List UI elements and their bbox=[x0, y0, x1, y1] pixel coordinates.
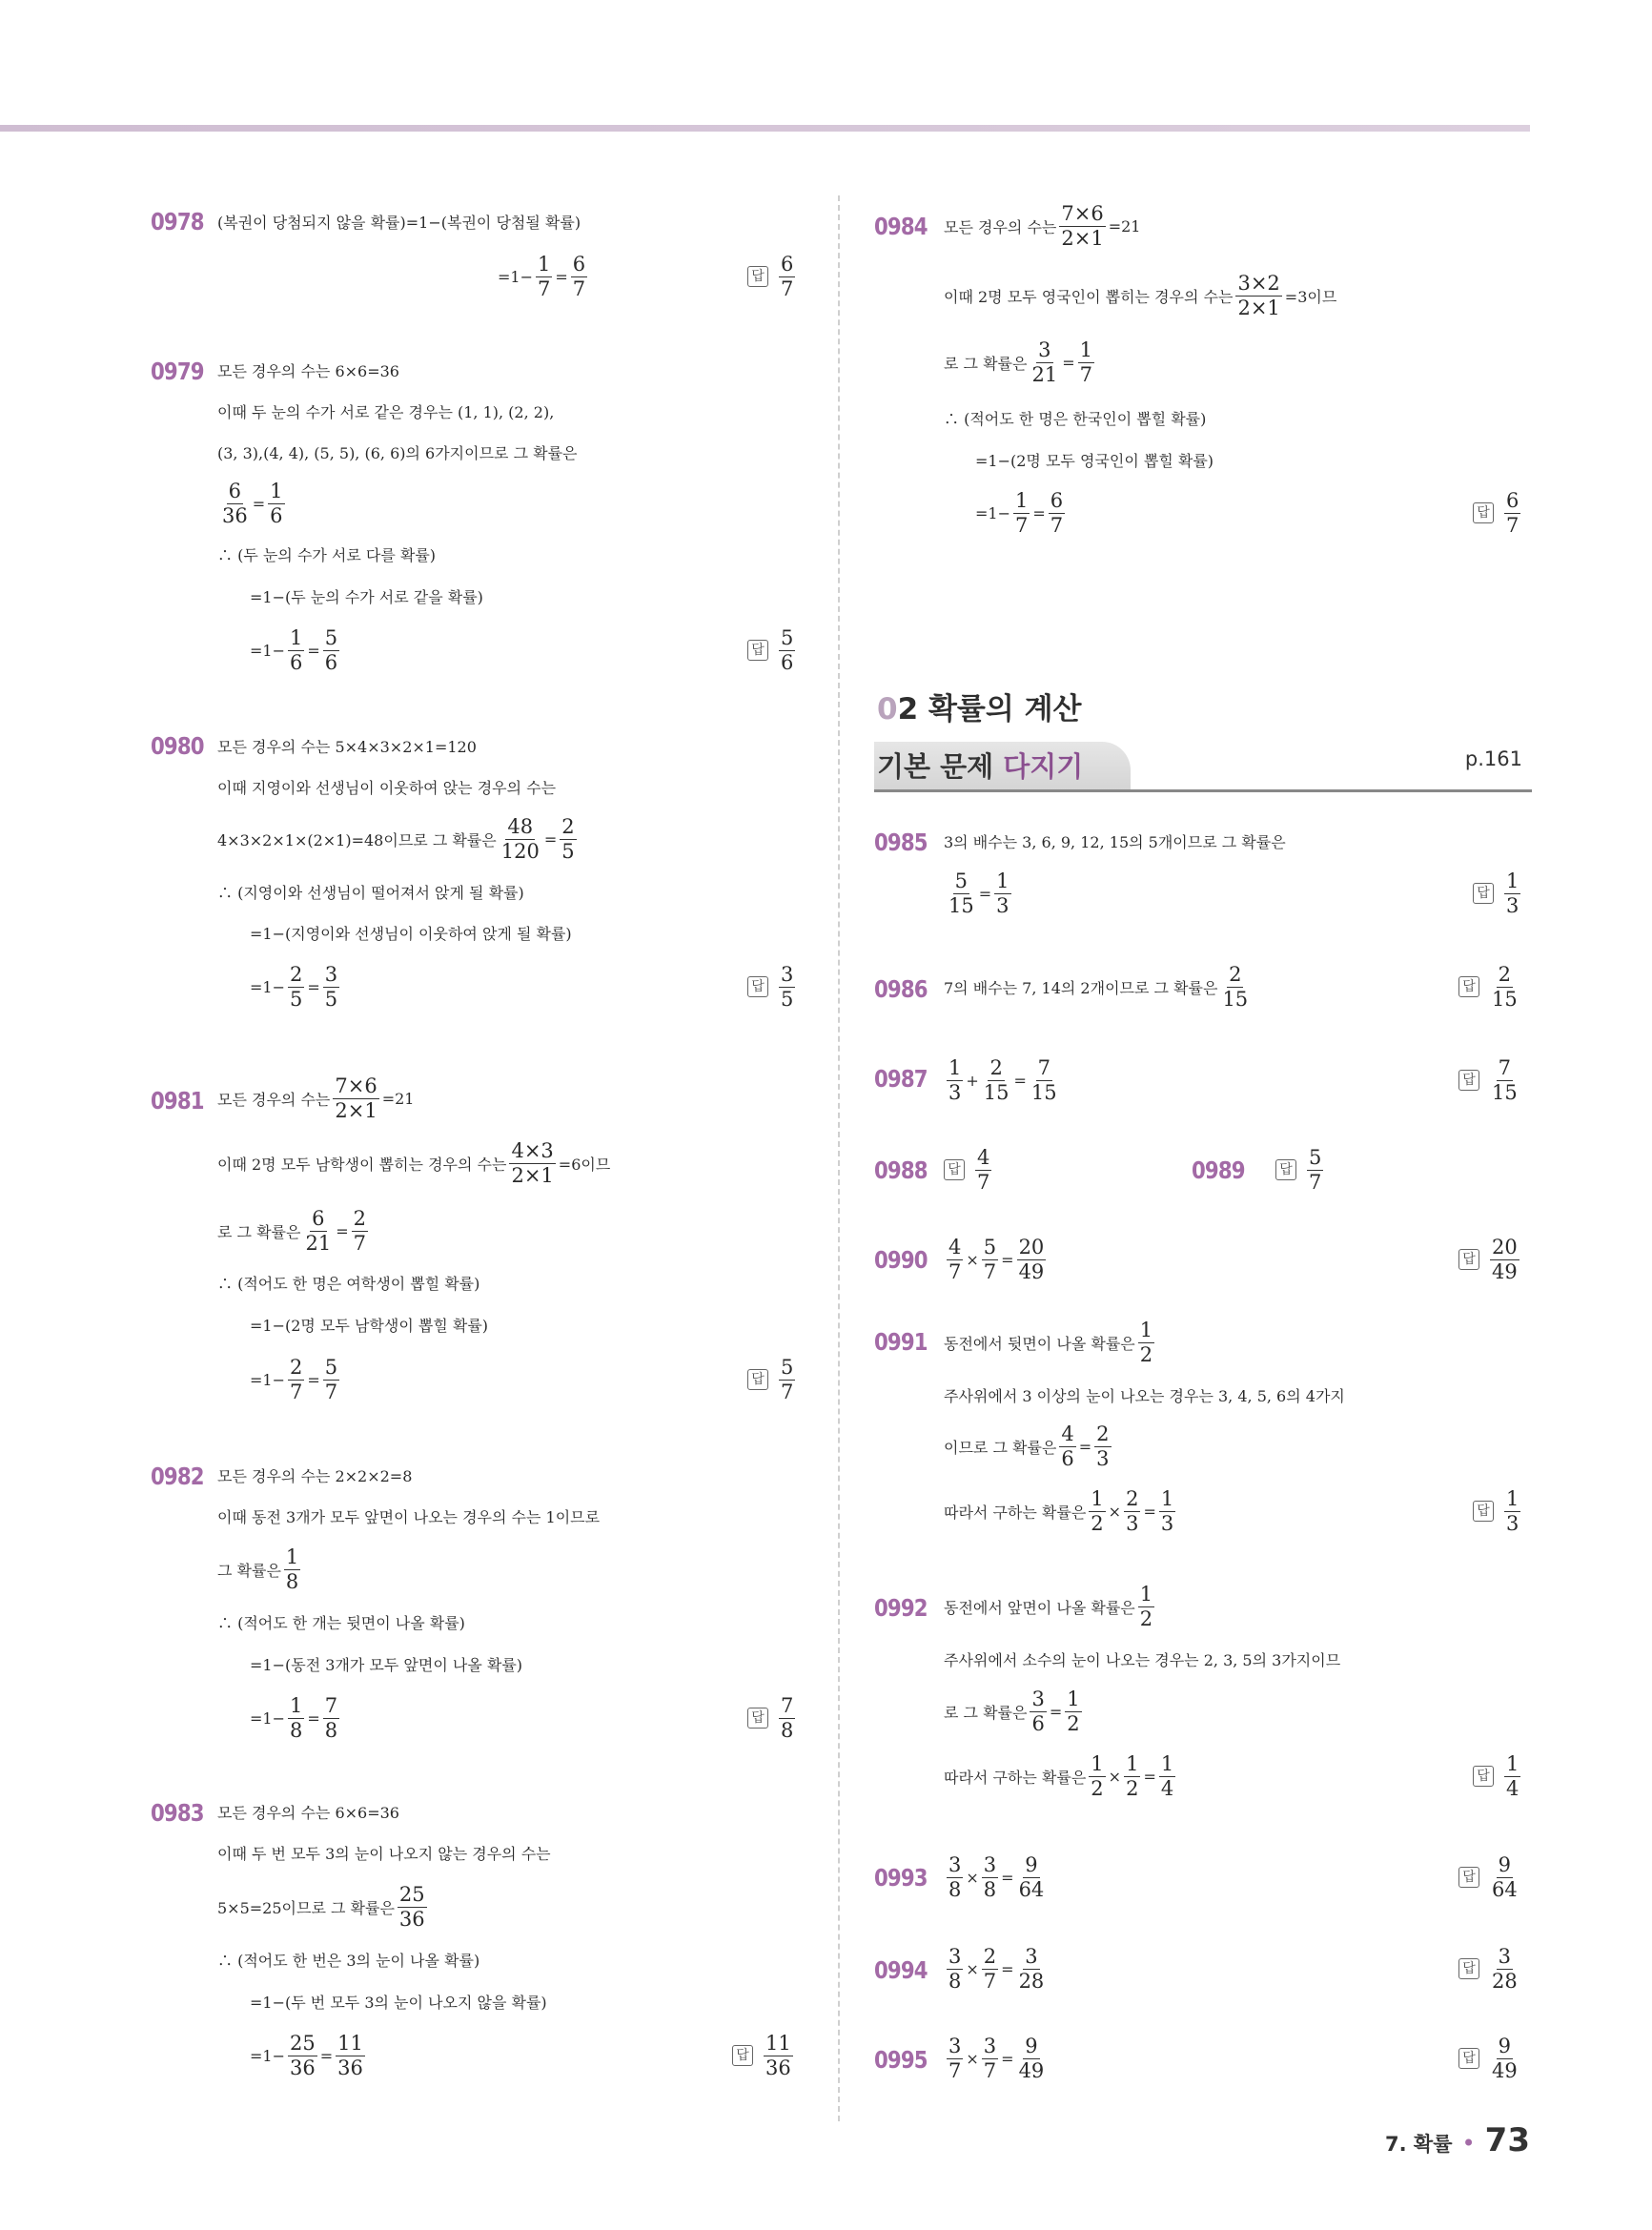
answer-mark-icon: 답 bbox=[1473, 1501, 1494, 1522]
solution-line: $\frac{1}{3}$ + $\frac{2}{15}$ = $\frac{7}{15}$ bbox=[948, 1056, 1057, 1104]
answer: 답 $\frac{5}{7}$ bbox=[1275, 1146, 1326, 1194]
solution-line: ∴ (적어도 한 번은 3의 눈이 나올 확률) bbox=[217, 1951, 480, 1970]
solution-line: 이때 두 눈의 수가 서로 같은 경우는 (1, 1), (2, 2), bbox=[217, 402, 555, 421]
answer-mark-icon: 답 bbox=[1473, 1766, 1494, 1787]
solution-line: 따라서 구하는 확률은 $\frac{1}{2}$ × $\frac{1}{2}$ = $\frac{1}{4}$ bbox=[944, 1752, 1174, 1800]
solution-line: 이때 지영이와 선생님이 이웃하여 앉는 경우의 수는 bbox=[217, 778, 557, 797]
problem-number: 0978 bbox=[151, 208, 204, 235]
answer-mark-icon: 답 bbox=[1275, 1159, 1296, 1180]
answer-mark-icon: 답 bbox=[1473, 883, 1494, 904]
page-footer bbox=[1385, 2121, 1530, 2159]
solution-line: ∴ (적어도 한 개는 뒷면이 나올 확률) bbox=[217, 1613, 465, 1632]
solution-line: 모든 경우의 수는 6×6=36 bbox=[217, 361, 399, 380]
solution-line: =1− $\frac{25}{36}$ = $\frac{11}{36}$ bbox=[250, 2032, 363, 2079]
answer-mark-icon: 답 bbox=[732, 2045, 753, 2066]
page-number: 73 bbox=[1484, 2121, 1530, 2159]
problem-number: 0995 bbox=[874, 2046, 928, 2074]
solution-line: 따라서 구하는 확률은 $\frac{1}{2}$ × $\frac{2}{3}$ = $\frac{1}{3}$ bbox=[944, 1487, 1174, 1535]
problem-number: 0984 bbox=[874, 213, 928, 240]
solution-line: $\frac{5}{15}$ = $\frac{1}{3}$ bbox=[948, 869, 1010, 917]
answer-mark-icon: 답 bbox=[747, 1708, 768, 1729]
fraction: $\frac{6}{7}$ bbox=[572, 253, 586, 300]
answer-mark-icon: 답 bbox=[747, 266, 768, 287]
solution-line: 이때 동전 3개가 모두 앞면이 나오는 경우의 수는 1이므로 bbox=[217, 1507, 601, 1526]
solution-line: $\frac{6}{36}$ = $\frac{1}{6}$ bbox=[222, 480, 283, 527]
problem-number: 0979 bbox=[151, 358, 204, 385]
answer-mark-icon: 답 bbox=[747, 1369, 768, 1390]
answer: 답 $\frac{6}{7}$ bbox=[1473, 489, 1523, 537]
solution-line: 모든 경우의 수는 6×6=36 bbox=[217, 1803, 399, 1822]
problem-number: 0986 bbox=[874, 975, 928, 1003]
solution-line: $\frac{3}{7}$ × $\frac{3}{7}$ = $\frac{9}{49}$ bbox=[948, 2035, 1045, 2082]
answer-mark-icon: 답 bbox=[944, 1159, 965, 1180]
solution-line: $\frac{3}{8}$ × $\frac{3}{8}$ = $\frac{9}{64}$ bbox=[948, 1853, 1045, 1901]
solution-line: =1−(동전 3개가 모두 앞면이 나올 확률) bbox=[250, 1655, 523, 1674]
problem-number: 0980 bbox=[151, 732, 204, 760]
answer: 답 $\frac{2}{15}$ bbox=[1458, 963, 1522, 1011]
solution-line: =1−(2명 모두 영국인이 뽑힐 확률) bbox=[975, 451, 1214, 470]
solution-line: 모든 경우의 수는 5×4×3×2×1=120 bbox=[217, 737, 477, 756]
solution-line: =1− $\frac{1}{6}$ = $\frac{5}{6}$ bbox=[250, 626, 338, 674]
fraction: $\frac{6}{36}$ bbox=[222, 480, 248, 527]
answer-mark-icon: 답 bbox=[1458, 2048, 1479, 2069]
solution-line: ∴ (적어도 한 명은 한국인이 뽑힐 확률) bbox=[944, 409, 1207, 428]
problem-number: 0993 bbox=[874, 1864, 928, 1892]
problem-number: 0982 bbox=[151, 1463, 204, 1490]
problem-number: 0985 bbox=[874, 829, 928, 856]
problem-number: 0992 bbox=[874, 1594, 928, 1622]
problem-number: 0987 bbox=[874, 1065, 928, 1093]
solution-line: =1− $\frac{1}{8}$ = $\frac{7}{8}$ bbox=[250, 1694, 338, 1742]
solution-line: 동전에서 앞면이 나올 확률은 $\frac{1}{2}$ bbox=[944, 1583, 1153, 1630]
answer: 답 $\frac{1}{3}$ bbox=[1473, 869, 1523, 917]
solution-line: 이때 두 번 모두 3의 눈이 나오지 않는 경우의 수는 bbox=[217, 1844, 551, 1863]
answer: 답 $\frac{7}{15}$ bbox=[1458, 1056, 1522, 1104]
solution-line: 모든 경우의 수는 $\frac{7\times 6}{2\times 1}$ =21 bbox=[944, 202, 1141, 250]
answer-mark-icon: 답 bbox=[1458, 1070, 1479, 1091]
answer: 답 $\frac{5}{6}$ bbox=[747, 626, 798, 674]
solution-line: 3의 배수는 3, 6, 9, 12, 15의 5개이므로 그 확률은 bbox=[944, 832, 1286, 851]
problem-number: 0994 bbox=[874, 1956, 928, 1984]
answer-mark-icon: 답 bbox=[747, 640, 768, 661]
solution-line: 모든 경우의 수는 2×2×2=8 bbox=[217, 1466, 413, 1485]
bullet-icon: • bbox=[1461, 2130, 1476, 2157]
solution-line: 그 확률은 $\frac{1}{8}$ bbox=[217, 1545, 299, 1593]
solution-line: ∴ (두 눈의 수가 서로 다를 확률) bbox=[217, 545, 437, 564]
solution-line: ∴ (지영이와 선생님이 떨어져서 앉게 될 확률) bbox=[217, 883, 524, 902]
subsection-tab bbox=[874, 742, 1532, 801]
answer-mark-icon: 답 bbox=[747, 976, 768, 997]
solution-line: =1− $\frac{1}{7}$ = $\frac{6}{7}$ bbox=[498, 253, 586, 300]
solution-line: 동전에서 뒷면이 나올 확률은 $\frac{1}{2}$ bbox=[944, 1319, 1153, 1366]
solution-line: 이때 2명 모두 영국인이 뽑히는 경우의 수는 $\frac{3\times 2}{2\times 1}$ =3이므 bbox=[944, 272, 1337, 319]
fraction: $\frac{1}{6}$ bbox=[270, 480, 283, 527]
answer: 답 $\frac{9}{49}$ bbox=[1458, 2035, 1522, 2082]
answer: 답 $\frac{3}{28}$ bbox=[1458, 1945, 1522, 1993]
solution-line: (복권이 당첨되지 않을 확률)=1−(복권이 당첨될 확률) bbox=[217, 213, 581, 232]
answer: 답 $\frac{4}{7}$ bbox=[944, 1146, 994, 1194]
solution-line: 주사위에서 3 이상의 눈이 나오는 경우는 3, 4, 5, 6의 4가지 bbox=[944, 1386, 1345, 1405]
answer-mark-icon: 답 bbox=[1458, 1958, 1479, 1979]
solution-line: 7의 배수는 7, 14의 2개이므로 그 확률은 $\frac{2}{15}$ bbox=[944, 963, 1249, 1011]
answer-mark-icon: 답 bbox=[1473, 502, 1494, 523]
answer-mark-icon: 답 bbox=[1458, 976, 1479, 997]
problem-number: 0983 bbox=[151, 1799, 204, 1827]
solution-line: =1− $\frac{1}{7}$ = $\frac{6}{7}$ bbox=[975, 489, 1064, 537]
answer: 답 $\frac{20}{49}$ bbox=[1458, 1236, 1522, 1283]
answer-mark-icon: 답 bbox=[1458, 1867, 1479, 1888]
problem-number: 0988 bbox=[874, 1156, 928, 1184]
solution-line: 이므로 그 확률은 $\frac{4}{6}$ = $\frac{2}{3}$ bbox=[944, 1422, 1110, 1470]
solution-line: =1−(두 번 모두 3의 눈이 나오지 않을 확률) bbox=[250, 1993, 547, 2012]
answer: 답 $\frac{9}{64}$ bbox=[1458, 1853, 1522, 1901]
subsection-label: 기본 문제 다지기 bbox=[874, 742, 1131, 789]
solution-line: 5×5=25이므로 그 확률은 $\frac{25}{36}$ bbox=[217, 1883, 425, 1931]
solution-line: 로 그 확률은 $\frac{3}{6}$ = $\frac{1}{2}$ bbox=[944, 1688, 1080, 1735]
solution-line: =1−(2명 모두 남학생이 뽑힐 확률) bbox=[250, 1316, 489, 1335]
problem-number: 0981 bbox=[151, 1087, 204, 1115]
answer: 답 $\frac{7}{8}$ bbox=[747, 1694, 798, 1742]
solution-line: ∴ (적어도 한 명은 여학생이 뽑힐 확률) bbox=[217, 1274, 480, 1293]
problem-number: 0990 bbox=[874, 1246, 928, 1274]
answer: 답 $\frac{11}{36}$ bbox=[732, 2032, 796, 2079]
solution-line: 주사위에서 소수의 눈이 나오는 경우는 2, 3, 5의 3가지이므 bbox=[944, 1650, 1341, 1669]
answer: 답 $\frac{1}{4}$ bbox=[1473, 1752, 1523, 1800]
solution-line: =1−(두 눈의 수가 서로 같을 확률) bbox=[250, 587, 483, 606]
page-reference: p.161 bbox=[1464, 747, 1522, 770]
answer: 답 $\frac{3}{5}$ bbox=[747, 963, 798, 1011]
solution-line: $\frac{4}{7}$ × $\frac{5}{7}$ = $\frac{20}{49}$ bbox=[948, 1236, 1045, 1283]
header-bar bbox=[0, 125, 1530, 132]
solution-line: (3, 3),(4, 4), (5, 5), (6, 6)의 6가지이므로 그 확률은 bbox=[217, 443, 578, 462]
solution-line: 로 그 확률은 $\frac{6}{21}$ = $\frac{2}{7}$ bbox=[217, 1207, 366, 1255]
solution-line: $\frac{3}{8}$ × $\frac{2}{7}$ = $\frac{3}{28}$ bbox=[948, 1945, 1045, 1993]
problem-number: 0991 bbox=[874, 1328, 928, 1356]
answer: 답 $\frac{5}{7}$ bbox=[747, 1356, 798, 1403]
answer: 답 $\frac{1}{3}$ bbox=[1473, 1487, 1523, 1535]
solution-line: 4×3×2×1×(2×1)=48이므로 그 확률은 $\frac{48}{120}$ = $\frac{2}{5}$ bbox=[217, 815, 575, 863]
chapter-label: 7. 확률 bbox=[1385, 2133, 1453, 2156]
column-divider bbox=[838, 195, 840, 2121]
subsection-underline bbox=[874, 789, 1532, 792]
solution-line: =1−(지영이와 선생님이 이웃하여 앉게 될 확률) bbox=[250, 924, 572, 943]
problem-number: 0989 bbox=[1192, 1156, 1245, 1184]
answer: 답 $\frac{6}{7}$ bbox=[747, 253, 798, 300]
solution-line: 모든 경우의 수는 $\frac{7\times 6}{2\times 1}$ =21 bbox=[217, 1074, 415, 1122]
answer-mark-icon: 답 bbox=[1458, 1249, 1479, 1270]
solution-line: =1− $\frac{2}{7}$ = $\frac{5}{7}$ bbox=[250, 1356, 338, 1403]
solution-line: 로 그 확률은 $\frac{3}{21}$ = $\frac{1}{7}$ bbox=[944, 338, 1092, 386]
solution-line: 이때 2명 모두 남학생이 뽑히는 경우의 수는 $\frac{4\times 3}{2\times 1}$ =6이므 bbox=[217, 1139, 611, 1187]
fraction: $\frac{1}{7}$ bbox=[538, 253, 551, 300]
solution-line: =1− $\frac{2}{5}$ = $\frac{3}{5}$ bbox=[250, 963, 338, 1011]
section-title: 02 확률의 계산 bbox=[877, 692, 1082, 726]
